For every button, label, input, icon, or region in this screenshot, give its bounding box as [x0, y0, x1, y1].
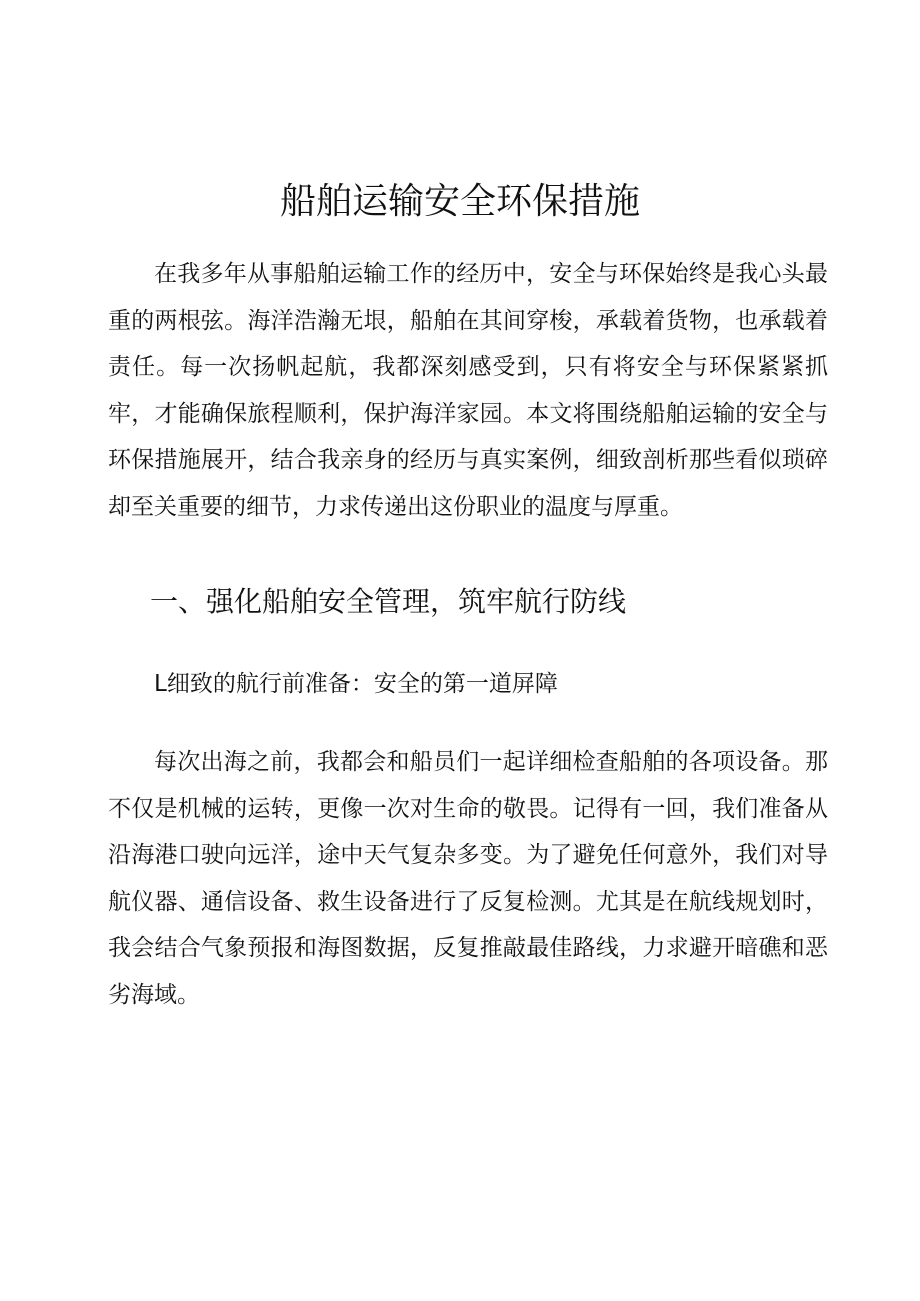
intro-paragraph: 在我多年从事船舶运输工作的经历中，安全与环保始终是我心头最重的两根弦。海洋浩瀚无垠，船舶在其间穿梭，承载着货物，也承载着责任。每一次扬帆起航，我都深刻感受到，只有将安全与环保紧紧抓牢，才能确保旅程顺利，保护海洋家园。本文将围绕船舶运输的安全与环保措施展开，结合我亲身的经历与真实案例，细致剖析那些看似琐碎却至关重要的细节，力求传递出这份职业的温度与厚重。	[108, 261, 828, 520]
subsection-paragraph: 每次出海之前，我都会和船员们一起详细检查船舶的各项设备。那不仅是机械的运转，更像一次对生命的敬畏。记得有一回，我们准备从沿海港口驶向远洋，途中天气复杂多变。为了避免任何意外，我们对导航仪器、通信设备、救生设备进行了反复检测。尤其是在航线规划时，我会结合气象预报和海图数据，反复推敲最佳路线，力求避开暗礁和恶劣海域。	[108, 749, 828, 1008]
document-title: 船舶运输安全环保措施	[279, 181, 640, 222]
subsection-heading: L细致的航行前准备：安全的第一道屏障	[154, 671, 558, 697]
section-heading: 一、强化船舶安全管理，筑牢航行防线	[150, 585, 627, 618]
